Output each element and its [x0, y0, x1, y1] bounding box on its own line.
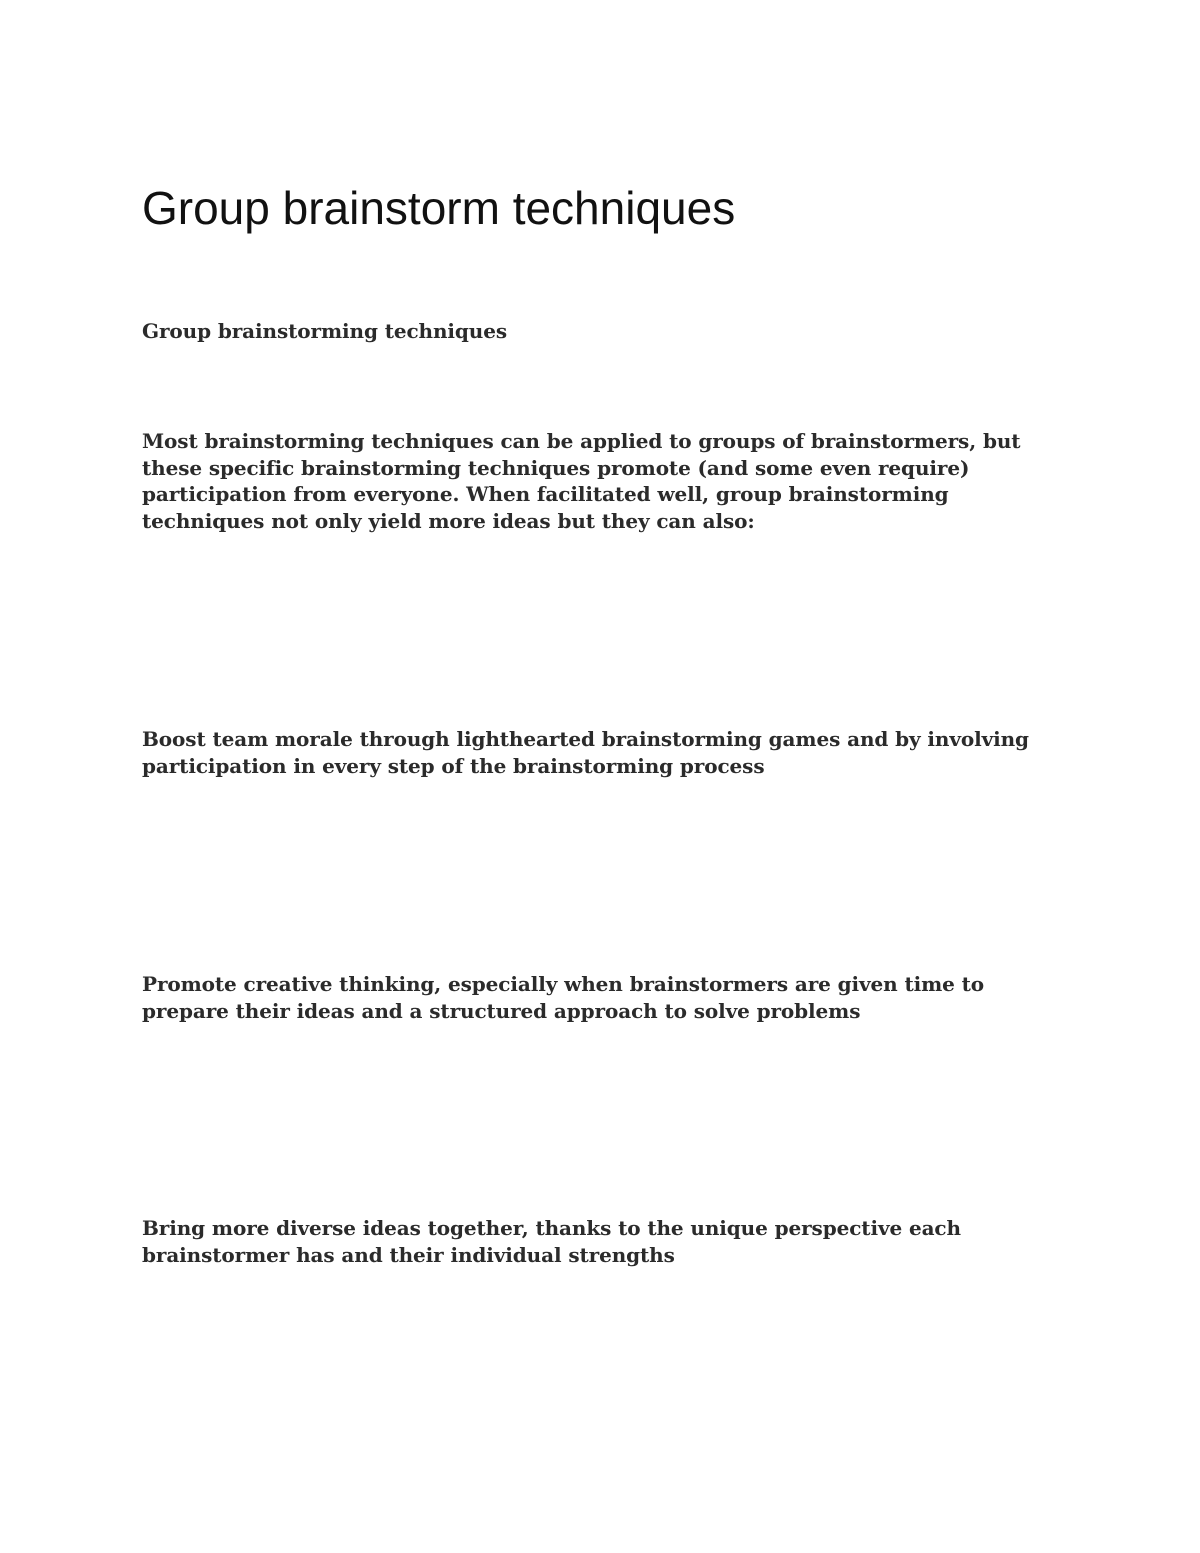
benefit-paragraph-creative-thinking: Promote creative thinking, especially when brainstormers are given time to prepare their ideas and a structured approach to solve problems: [142, 972, 985, 1023]
section-subheading: Group brainstorming techniques: [142, 319, 508, 343]
page-title: Group brainstorm techniques: [142, 182, 736, 234]
benefit-paragraph-diverse-ideas: Bring more diverse ideas together, thanks to the unique perspective each brainstormer has and their individual strengths: [142, 1216, 961, 1267]
intro-paragraph: Most brainstorming techniques can be applied to groups of brainstormers, but these specific brainstorming techniques promote (and some even require) participation from everyone. When facilitated well, group brainstorming techniques not only yield more ideas but they can also:: [142, 429, 1021, 533]
benefit-paragraph-morale: Boost team morale through lighthearted brainstorming games and by involving participation in every step of the brainstorming process: [142, 727, 1029, 778]
